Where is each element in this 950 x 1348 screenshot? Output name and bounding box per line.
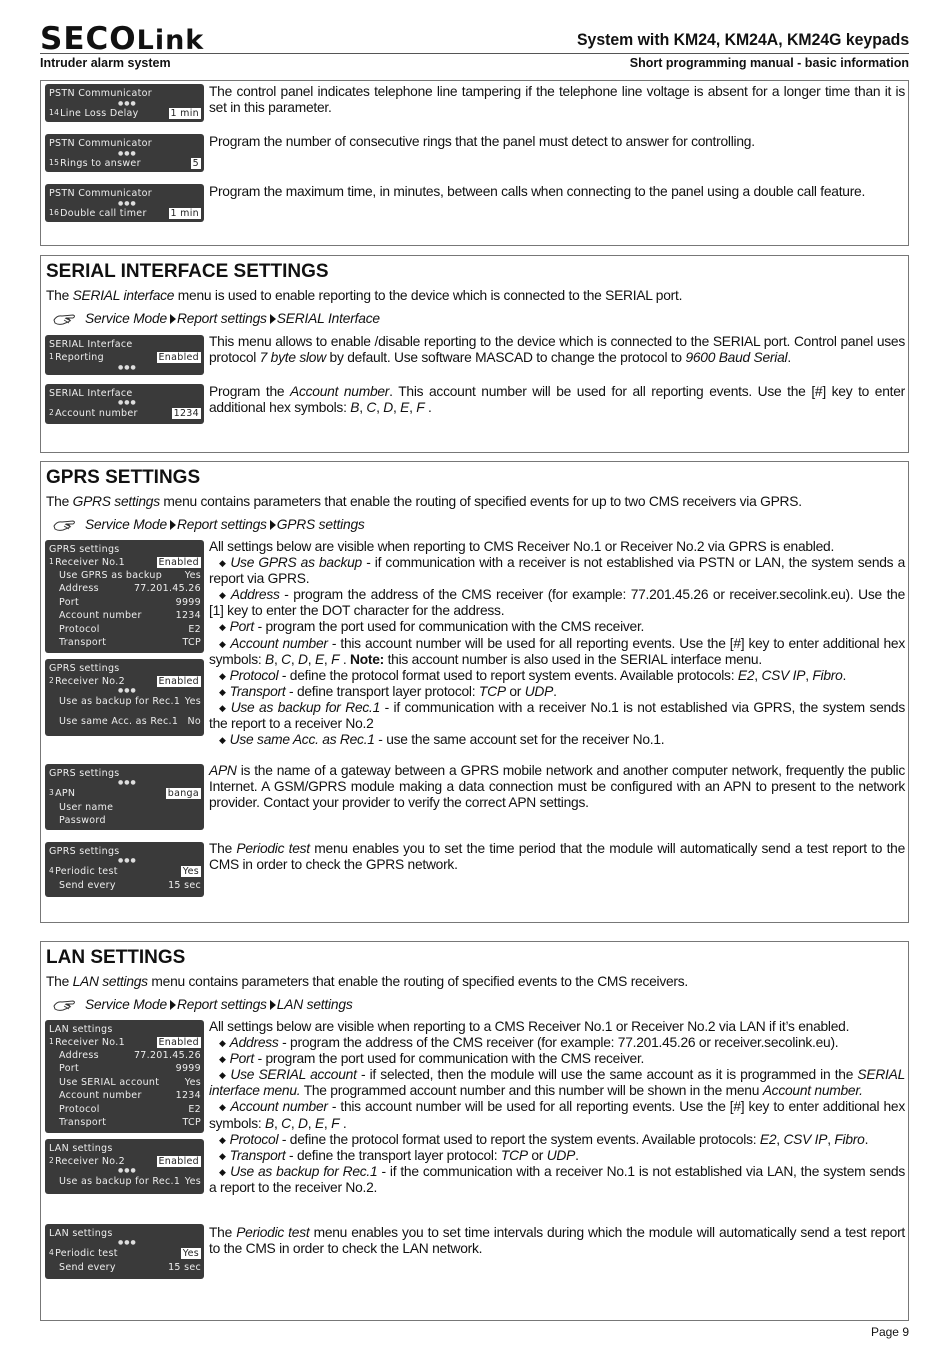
pointing-hand-icon xyxy=(53,312,77,326)
lan-periodic-test-description: The Periodic test menu enables you to set time intervals during which the module will automatically send a test report to the CMS in order to check the LAN network. xyxy=(209,1225,905,1257)
gprs-receiver-description: All settings below are visible when reporting to CMS Receiver No.1 or Receiver No.2 via GPRS is enabled. ◆ Use GPRS as backup - if communication with a receiver is not established via PSTN or LAN, the system sends a report via GPRS. ◆ Address - program the address of the CMS receiver (for example: 77.201.45.26 or receiver.secolink.eu). Use the [1] key to enter the DOT character for the address. ◆ Port - program the port used for communication with the CMS receiver. ◆ Account number - this account number will be used for all reporting events. Use the [#] key to enter additional hex symbols: B, C, D, E, F . Note: this account number is also used in the SERIAL interface menu. ◆ Protocol - define the protocol format used to report system events. Available protocols: E2, CSV IP, Fibro. ◆ Transport - define transport layer protocol: TCP or UDP. ◆ Use as backup for Rec.1 - if communication with a receiver No.1 is not established via GPRS, the system sends the report to a receiver No.2 ◆ Use same Acc. as Rec.1 - use the same account set for the receiver No.1. xyxy=(209,539,906,748)
serial-account-description: Program the Account number. This account number will be used for all reporting events. Use the [#] key to enter additional hex symbols: B, C, D, E, F . xyxy=(209,384,906,416)
lan-receiver-description: All settings below are visible when reporting to a CMS Receiver No.1 or Receiver No.2 via LAN if it’s enabled. ◆ Address - program the address of the CMS receiver (for example: 77.201.45.26 or receiver.secolink.eu). ◆ Port - program the port used for communication with the CMS receiver. ◆ Use SERIAL account - if selected, then the module will use the same account as it is programmed in the SERIAL interface menu. The programmed account number and this number will be shown in the menu Account number. ◆ Account number - this account number will be used for all reporting events. Use the [#] key to enter additional hex symbols: B, C, D, E, F . ◆ Protocol - define the protocol format used to report the system events. Available protocols: E2, CSV IP, Fibro. ◆ Transport - define the transport layer protocol: TCP or UDP. ◆ Use as backup for Rec.1 - if the communication with a receiver No.1 is not established via LAN, the system sends a report to the receiver No.2. xyxy=(209,1019,906,1195)
lan-intro: The LAN settings menu contains parameters that enable the routing of specified events to the CMS receivers. xyxy=(46,974,689,989)
lcd-lan-receiver-1: LAN settings 1Receiver No.1 Enabled Address 77.201.45.26 Port 9999 Use SERIAL account Yes Account number 1234 Protocol E2 Transport TCP xyxy=(45,1020,204,1133)
bullet-icon: ◆ xyxy=(219,702,227,713)
gprs-periodic-test-description: The Periodic test menu enables you to set the time period that the module will automatically send a test report to the CMS in order to check the GPRS network. xyxy=(209,841,906,873)
triangle-right-icon xyxy=(170,520,176,530)
lcd-gprs-periodic-test: GPRS settings ●●● 4Periodic test Yes Send every 15 sec xyxy=(45,842,204,897)
lcd-serial-2: SERIAL Interface ●●● 2Account number 1234 xyxy=(45,384,204,424)
gprs-title: GPRS SETTINGS xyxy=(46,467,201,488)
lan-section xyxy=(40,941,909,1321)
triangle-right-icon xyxy=(270,520,276,530)
gprs-section xyxy=(40,461,909,923)
bullet-icon: ◆ xyxy=(219,590,227,601)
bullet-icon: ◆ xyxy=(219,686,226,697)
lcd-serial-1: SERIAL Interface 1Reporting Enabled ●●● xyxy=(45,335,204,375)
manual-subtitle: Short programming manual - basic information xyxy=(629,56,909,70)
lcd-pstn-16: PSTN Communicator ●●● 16Double call timer 1 min xyxy=(45,184,204,222)
bullet-icon: ◆ xyxy=(219,1038,226,1049)
bullet-icon: ◆ xyxy=(219,558,227,569)
pstn-14-description: The control panel indicates telephone line tampering if the telephone line voltage is absent for a longer time than it is set in this parameter. xyxy=(209,84,905,116)
lcd-gprs-receiver-2: GPRS settings 2Receiver No.2 Enabled ●●● Use as backup for Rec.1 Yes Use same Acc. as Rec.1 No xyxy=(45,659,204,736)
bullet-icon: ◆ xyxy=(219,1102,227,1113)
pointing-hand-icon xyxy=(53,518,77,532)
bullet-icon: ◆ xyxy=(219,638,227,649)
bullet-icon: ◆ xyxy=(219,735,226,746)
lcd-pstn-14: PSTN Communicator ●●● 14Line Loss Delay 1 min xyxy=(45,84,204,122)
triangle-right-icon xyxy=(270,1000,276,1010)
lcd-gprs-receiver-1: GPRS settings 1Receiver No.1 Enabled Use GPRS as backup Yes Address 77.201.45.26 Port 9999 Account number 1234 Protocol E2 Transport TCP xyxy=(45,540,204,653)
gprs-menu-path: Service Mode Report settings GPRS settings xyxy=(53,517,365,532)
bullet-icon: ◆ xyxy=(219,1166,227,1177)
lcd-gprs-apn: GPRS settings ●●● 3APN banga User name Password xyxy=(45,764,204,830)
page-number: Page 9 xyxy=(870,1325,909,1339)
lcd-lan-periodic-test: LAN settings ●●● 4Periodic test Yes Send every 15 sec xyxy=(45,1224,204,1279)
header-divider xyxy=(40,53,909,54)
bullet-icon: ◆ xyxy=(219,622,226,633)
secolink-logo: SECOLink xyxy=(40,21,205,57)
serial-section xyxy=(40,255,909,453)
lan-title: LAN SETTINGS xyxy=(46,947,186,968)
triangle-right-icon xyxy=(170,1000,176,1010)
serial-reporting-description: This menu allows to enable /disable reporting to the device which is connected to the SERIAL port. Control panel uses protocol 7 byte slow by default. Use software MASCAD to change the protocol to 9600 Baud Serial. xyxy=(209,334,905,366)
pstn-16-description: Program the maximum time, in minutes, between calls when connecting to the panel using a double call feature. xyxy=(209,184,866,199)
serial-menu-path: Service Mode Report settings SERIAL Interface xyxy=(53,311,380,326)
triangle-right-icon xyxy=(170,314,176,324)
pstn-15-description: Program the number of consecutive rings that the panel must detect to answer for controlling. xyxy=(209,134,755,149)
serial-title: SERIAL INTERFACE SETTINGS xyxy=(46,261,329,282)
document-title: System with KM24, KM24A, KM24G keypads xyxy=(576,30,909,49)
lcd-lan-receiver-2: LAN settings 2Receiver No.2 Enabled ●●● Use as backup for Rec.1 Yes xyxy=(45,1139,204,1194)
bullet-icon: ◆ xyxy=(219,1134,226,1145)
bullet-icon: ◆ xyxy=(219,670,226,681)
document-subtitle: Intruder alarm system xyxy=(40,56,171,70)
gprs-intro: The GPRS settings menu contains parameters that enable the routing of specified events for up to two CMS receivers via GPRS. xyxy=(46,494,802,509)
bullet-icon: ◆ xyxy=(219,1070,227,1081)
pointing-hand-icon xyxy=(53,998,77,1012)
serial-intro: The SERIAL interface menu is used to enable reporting to the device which is connected to the SERIAL port. xyxy=(46,288,683,303)
lcd-pstn-15: PSTN Communicator ●●● 15Rings to answer 5 xyxy=(45,134,204,172)
lan-menu-path: Service Mode Report settings LAN settings xyxy=(53,997,353,1012)
bullet-icon: ◆ xyxy=(219,1150,226,1161)
bullet-icon: ◆ xyxy=(219,1054,226,1065)
triangle-right-icon xyxy=(270,314,276,324)
gprs-apn-description: APN is the name of a gateway between a GPRS mobile network and another computer network, frequently the public Internet. A GSM/GPRS module making a data connection must be configured with an APN to present to the network provider. Contact your provider to verify the correct APN settings. xyxy=(209,763,905,811)
pstn-section xyxy=(40,80,909,246)
